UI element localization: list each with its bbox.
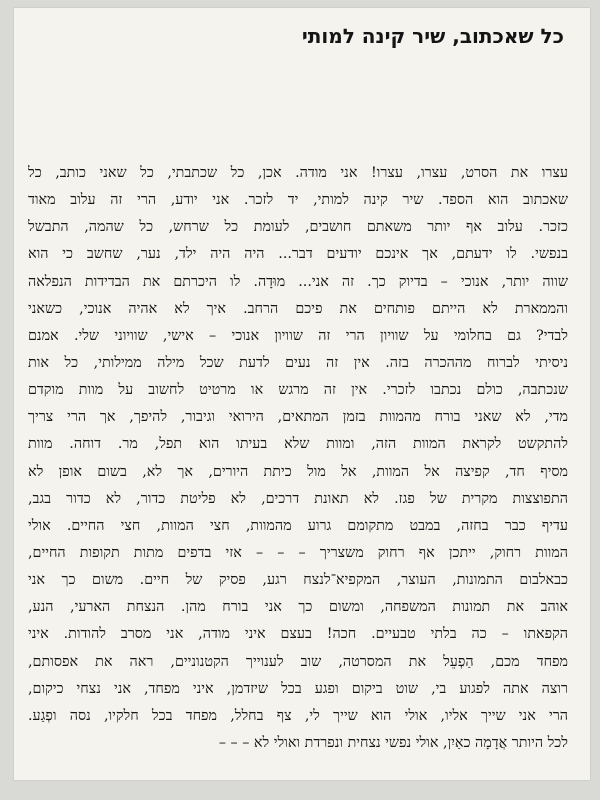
body-line: אוהב את תמונות המשפחה, ומשום כך אני בורח מהן. הנצחת הארעי, הנע, — [28, 599, 568, 616]
body-line: לכל היותר אֲדָמָה כאַיִן, אולי נפשי נצחית ונפרדת ואולי לא – – – — [218, 734, 568, 751]
body-line: מפחד מכם, הַפְעֵל את המסרטה, שוב לענוייך הקטנוניים, ראה את אפסותם, — [28, 653, 568, 670]
body-line: לבדי? גם בחלומי על שוויון הרי זה שוויון אנוכי – אישי, שוויוני שלי. אמנם — [28, 327, 568, 344]
body-line: רוצה אתה לפגוע בי, שוט ביקום ופגע בכל שיזדמן, איני מפחד, אני נצחי כיקום, — [28, 680, 568, 697]
body-line: המוות רחוק, ייתכן אף רחוק משצריך – – – אזי בדפים מתות תקופות החיים, — [28, 544, 568, 561]
body-line: עדיף כבר בחזה, במבט מתקומם גרוע מהמוות, חצי המוות, חצי החיים. אולי — [28, 517, 568, 534]
body-line: ניסיתי לברוח מההכרה בזה. אין זה נעים לדעת שכל מילה ממילותי, כל אות — [28, 354, 568, 371]
body-line: מסיף חד, קפיצה אל המוות, אל מול כיתת היורים, אך לא, בשום אופן לא — [28, 463, 568, 480]
body-line: והממארת לא הייתם פותחים את פיכם הרחב. איך לא אהיה אנוכי, כשאני — [28, 300, 568, 317]
document-title: כל שאכתוב, שיר קינה למותי — [301, 24, 564, 48]
body-line: התפוצצות מקרית של פגז. לא תאונת דרכים, לא פליטת כדור, לא כדור בגב, — [28, 490, 568, 507]
body-line: בנפשי. לו ידעתם, אך אינכם יודעים דבר... היה היה ילד, נער, שחשב כי הוא — [28, 246, 568, 263]
body-line: שאכתוב הוא הספד. שיר קינה למותי, יד לזכר. אני יודע, הרי זה עלוב מאוד — [28, 192, 568, 209]
body-line: הקפאתו – כה בלתי טבעיים. חכה! בעצם איני מודה, אני מסרב להודות. איני — [28, 626, 568, 643]
body-line: כזכר. עלוב אף יותר משאתם חושבים, לעומת כל שרחש, כל שהמה, התבשל — [28, 219, 568, 236]
body-line: עצרו את הסרט, עצרו, עצרו! אני מודה. אכן, כל שכתבתי, כל שאני כותב, כל — [28, 165, 568, 181]
body-line: כבאלבום התמונות, העוצר, המקפיא־לנצח רגע, פסיק של חיים. משום כך אני — [28, 572, 568, 589]
body-line: שווה יותר, אנוכי – בדיוק כך. זה אני... מוּדָה. לו היכרתם את הבדידות הנפלאה — [28, 273, 568, 290]
body-line: להתקשט לקראת המוות הזה, ומוות שלא בעיתו הוא תפל, מר. דוחה. מוות — [28, 436, 568, 453]
document-body — [28, 160, 568, 757]
document-page — [14, 8, 590, 780]
body-line: הרי אני שייך אליו, אולי הוא שייך לי, צף בחלל, מפחד בכל חלקיו, נסה ופְגַע. — [28, 707, 568, 724]
body-line: שנכתבה, כולם נכתבו לזכרי. אין זה מרגש או מרטיט לחשוב על מוות מוקדם — [28, 382, 568, 399]
body-line: מדי, לא שאני בורח מהמוות בזמן המתאים, הירואי וגיבור, להיפך, אך הרי צריך — [28, 409, 568, 426]
